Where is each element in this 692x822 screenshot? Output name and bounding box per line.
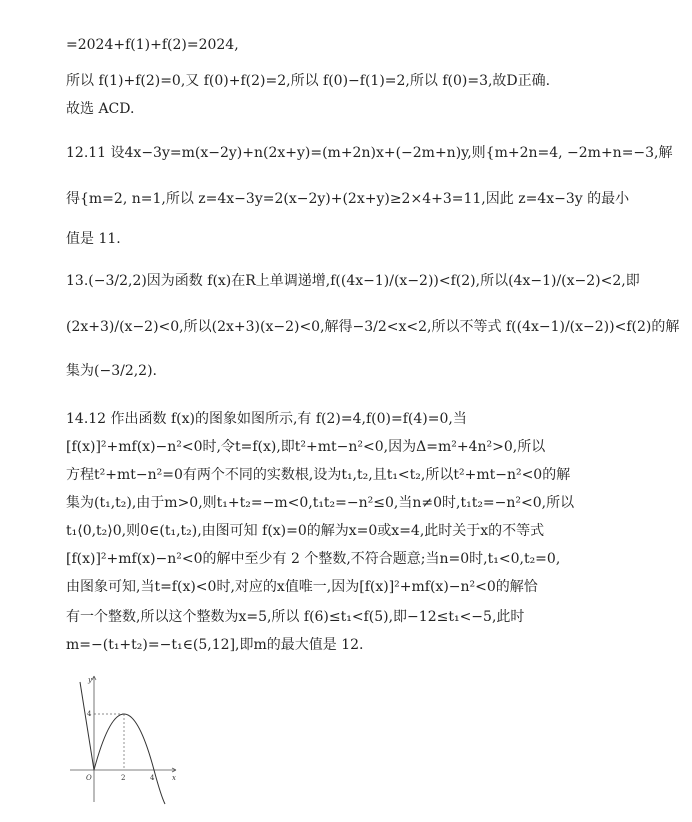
text-line-18: m=−(t₁+t₂)=−t₁∈(5,12],即m的最大值是 12. — [66, 637, 364, 653]
parabola-branch — [94, 714, 165, 804]
text-line-16: 由图象可知,当t=f(x)<0时,对应的x值唯一,因为[f(x)]²+mf(x)−n²<0的解恰 — [66, 579, 538, 595]
text-line-9: 集为(−3/2,2). — [66, 363, 157, 379]
origin-label: O — [86, 774, 92, 782]
text-line-4: 12.11 设4x−3y=m(x−2y)+n(2x+y)=(m+2n)x+(−2m+n)y,则{m+2n=4, −2m+n=−3,解 — [66, 145, 673, 161]
text-line-2: 所以 f(1)+f(2)=0,又 f(0)+f(2)=2,所以 f(0)−f(1)=2,所以 f(0)=3,故D正确. — [66, 73, 551, 89]
x-tick-2: 2 — [121, 774, 126, 782]
text-line-11: [f(x)]²+mf(x)−n²<0时,令t=f(x),即t²+mt−n²<0,因为Δ=m²+4n²>0,所以 — [66, 439, 546, 455]
function-graph — [68, 672, 180, 806]
text-line-14: t₁⟨0,t₂⟩0,则0∈(t₁,t₂),由图可知 f(x)=0的解为x=0或x=4,此时关于x的不等式 — [66, 523, 545, 539]
text-line-5: 得{m=2, n=1,所以 z=4x−3y=2(x−2y)+(2x+y)≥2×4+3=11,因此 z=4x−3y 的最小 — [66, 191, 630, 207]
text-line-7: 13.(−3/2,2)因为函数 f(x)在R上单调递增,f((4x−1)/(x−2))<f(2),所以(4x−1)/(x−2)<2,即 — [66, 273, 640, 289]
text-line-13: 集为(t₁,t₂),由于m>0,则t₁+t₂=−m<0,t₁t₂=−n²≤0,当n≠0时,t₁t₂=−n²<0,所以 — [66, 495, 575, 511]
text-line-3: 故选 ACD. — [66, 101, 135, 117]
left-branch — [80, 682, 94, 770]
text-line-12: 方程t²+mt−n²=0有两个不同的实数根,设为t₁,t₂,且t₁<t₂,所以t²+mt−n²<0的解 — [66, 467, 571, 483]
x-axis-label: x — [172, 774, 176, 782]
text-line-8: (2x+3)/(x−2)<0,所以(2x+3)(x−2)<0,解得−3/2<x<2,所以不等式 f((4x−1)/(x−2))<f(2)的解 — [66, 319, 680, 335]
y-axis-label: y — [88, 676, 92, 684]
text-line-15: [f(x)]²+mf(x)−n²<0的解中至少有 2 个整数,不符合题意;当n=0时,t₁<0,t₂=0, — [66, 551, 561, 567]
y-tick-4: 4 — [87, 710, 92, 718]
text-line-6: 值是 11. — [66, 231, 121, 247]
text-line-17: 有一个整数,所以这个整数为x=5,所以 f(6)≤t₁<f(5),即−12≤t₁<−5,此时 — [66, 609, 525, 625]
function-graph-svg — [68, 672, 180, 806]
text-line-10: 14.12 作出函数 f(x)的图象如图所示,有 f(2)=4,f(0)=f(4)=0,当 — [66, 411, 467, 427]
x-tick-4: 4 — [150, 774, 155, 782]
text-line-1: =2024+f(1)+f(2)=2024, — [66, 37, 239, 53]
